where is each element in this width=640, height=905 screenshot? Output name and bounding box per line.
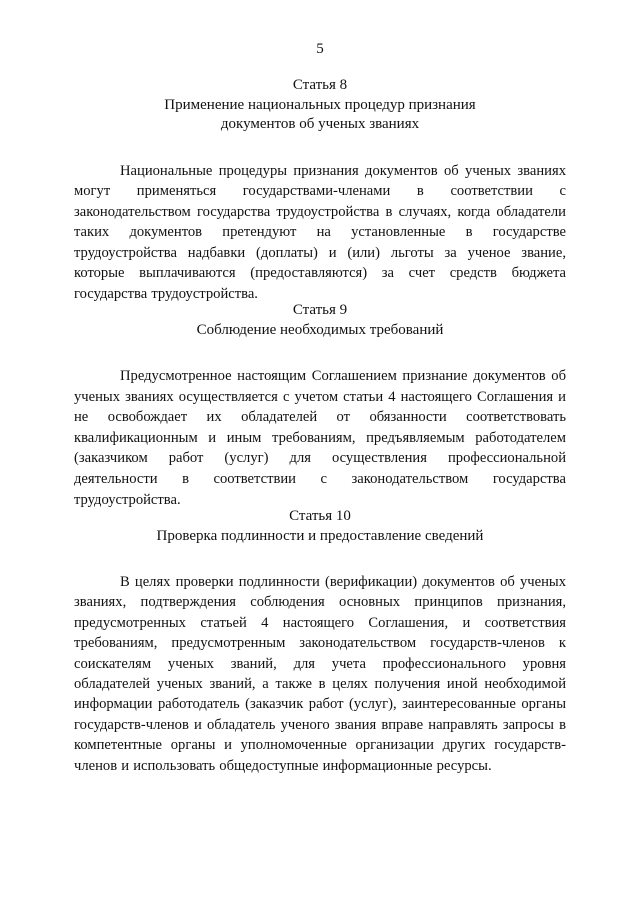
- article-8: [74, 76, 566, 319]
- article-8-body: Национальные процедуры признания документов об ученых званиях могут применяться государствами-членами в соответствии с законодательством государства трудоустройства в случаях, когда обладатели таких документов претендуют на установленные в государстве трудоустройства надбавки (доплаты) и (или) льготы за ученое звание, которые выплачиваются (предоставляются) за счет средств бюджета государства трудоустройства.: [74, 162, 566, 303]
- article-10-number: Статья 10: [289, 508, 351, 524]
- article-10-title: Проверка подлинности и предоставление сведений: [156, 527, 484, 544]
- article-10: [74, 507, 566, 791]
- article-9-number: Статья 9: [292, 302, 348, 318]
- article-9-body: Предусмотренное настоящим Соглашением признание документов об ученых званиях осуществляется с учетом статьи 4 настоящего Соглашения и не освобождает их обладателей от обязанности соответствовать квалификационным и иным требованиям, предъявляемым работодателем (заказчиком работ (услуг) для осуществления профессиональной деятельности в соответствии с законодательством государства трудоустройства.: [74, 368, 566, 508]
- article-10-body: В целях проверки подлинности (верификации) документов об ученых званиях, подтверждения соблюдения основных принципов признания, предусмотренных статьей 4 настоящего Соглашения, и соответствия требованиям, предусмотренным законодательством государств-членов к соискателям ученых званий, для учета профессионального уровня обладателей ученых званий, а также в целях получения иной необходимой информации работодатель (заказчик работ (услуг), заинтересованные органы государств-членов и обладатель ученого звания вправе направлять запросы в компетентные органы и уполномоченные организации других государств-членов и использовать общедоступные информационные ресурсы.: [74, 574, 566, 774]
- article-9: [74, 301, 566, 525]
- page-number: 5: [316, 41, 324, 57]
- article-8-title: Применение национальных процедур признания документов об ученых званиях: [164, 96, 476, 132]
- article-9-title: Соблюдение необходимых требований: [196, 321, 444, 338]
- article-8-number: Статья 8: [292, 77, 348, 93]
